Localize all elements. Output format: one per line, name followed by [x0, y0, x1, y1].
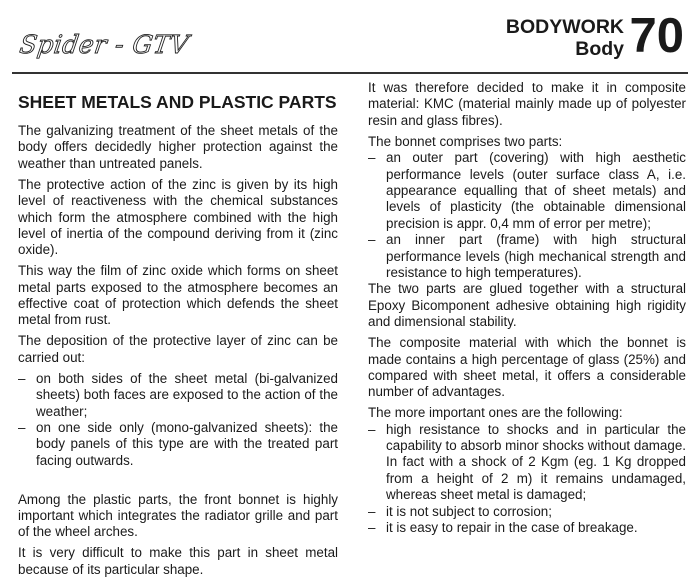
list-item	[18, 371, 338, 420]
dash-bullet: –	[368, 150, 376, 166]
list-item-text: an outer part (covering) with high aesthetic performance levels (outer surface class A, i.e. appearance equalling that of sheet metals) and levels of plasticity (the obtainable dimensional precision is appr. 0,4 mm of error per metre);	[386, 150, 686, 231]
dash-bullet: –	[368, 503, 376, 519]
paragraph: The composite material with which the bonnet is made contains a high percentage of glass (25%) and compared with sheet metal, it offers a considerable number of advantages.	[368, 335, 686, 400]
paragraph: The protective action of the zinc is given by its high level of reactiveness with the chemical substances which form the atmosphere combined with the high level of inertia of the compound deriving from it (zinc oxide).	[18, 176, 338, 258]
section-heading: SHEET METALS AND PLASTIC PARTS	[18, 92, 337, 112]
advantages-list	[368, 422, 686, 537]
list-item	[368, 422, 686, 504]
list-item	[368, 520, 686, 536]
right-column	[368, 80, 686, 541]
galvanizing-list	[18, 371, 338, 469]
bonnet-parts-list	[368, 150, 686, 281]
left-column	[18, 82, 338, 583]
list-item-text: an inner part (frame) with high structural performance levels (high mechanical strength and resistance to high temperatures).	[386, 232, 686, 280]
paragraph: The two parts are glued together with a structural Epoxy Bicomponent adhesive obtaining high rigidity and dimensional stability.	[368, 281, 686, 330]
paragraph: The bonnet comprises two parts:	[368, 133, 563, 149]
paragraph: The deposition of the protective layer of zinc can be carried out:	[18, 333, 338, 365]
section-label	[506, 16, 624, 60]
dash-bullet: –	[368, 232, 376, 248]
dash-bullet: –	[18, 370, 26, 386]
paragraph: This way the film of zinc oxide which forms on sheet metal parts exposed to the atmosphere becomes an effective coat of protection which defends the sheet metal from rust.	[18, 263, 338, 328]
list-item-text: on both sides of the sheet metal (bi-galvanized sheets) both faces are exposed to the action of the weather;	[36, 370, 338, 419]
dash-bullet: –	[18, 419, 26, 435]
brand-logo: Spider - GTV	[17, 30, 191, 59]
list-item	[368, 504, 686, 520]
list-item-text: on one side only (mono-galvanized sheets): the body panels of this type are with the treated part facing outwards.	[36, 419, 338, 468]
spacer	[18, 474, 338, 492]
paragraph: The more important ones are the following:	[368, 405, 623, 421]
dash-bullet: –	[368, 520, 376, 536]
paragraph: The galvanizing treatment of the sheet metals of the body offers decidedly higher protection against the weather than untreated panels.	[18, 123, 338, 171]
dash-bullet: –	[368, 421, 376, 437]
list-item	[18, 420, 338, 469]
page-header	[0, 0, 700, 73]
list-item	[368, 232, 686, 281]
header-divider	[12, 72, 688, 74]
section-title: BODYWORK	[505, 16, 624, 38]
paragraph: It is very difficult to make this part in sheet metal because of its particular shape.	[18, 545, 338, 577]
section-number: 70	[629, 9, 684, 63]
section-subtitle: Body	[575, 38, 624, 60]
list-item-text: it is not subject to corrosion;	[386, 503, 552, 519]
list-item-text: high resistance to shocks and in particular the capability to absorb minor shocks without damage. In fact with a shock of 2 Kgm (eg. 1 Kg dropped from a height of 2 m) it remains undamaged, whereas sheet metal is damaged;	[386, 421, 686, 503]
paragraph: It was therefore decided to make it in composite material: KMC (material mainly made up of polyester resin and glass fibres).	[368, 80, 686, 128]
list-item	[368, 150, 686, 232]
list-item-text: it is easy to repair in the case of breakage.	[386, 520, 638, 536]
paragraph: Among the plastic parts, the front bonnet is highly important which integrates the radiator grille and part of the wheel arches.	[18, 491, 338, 540]
